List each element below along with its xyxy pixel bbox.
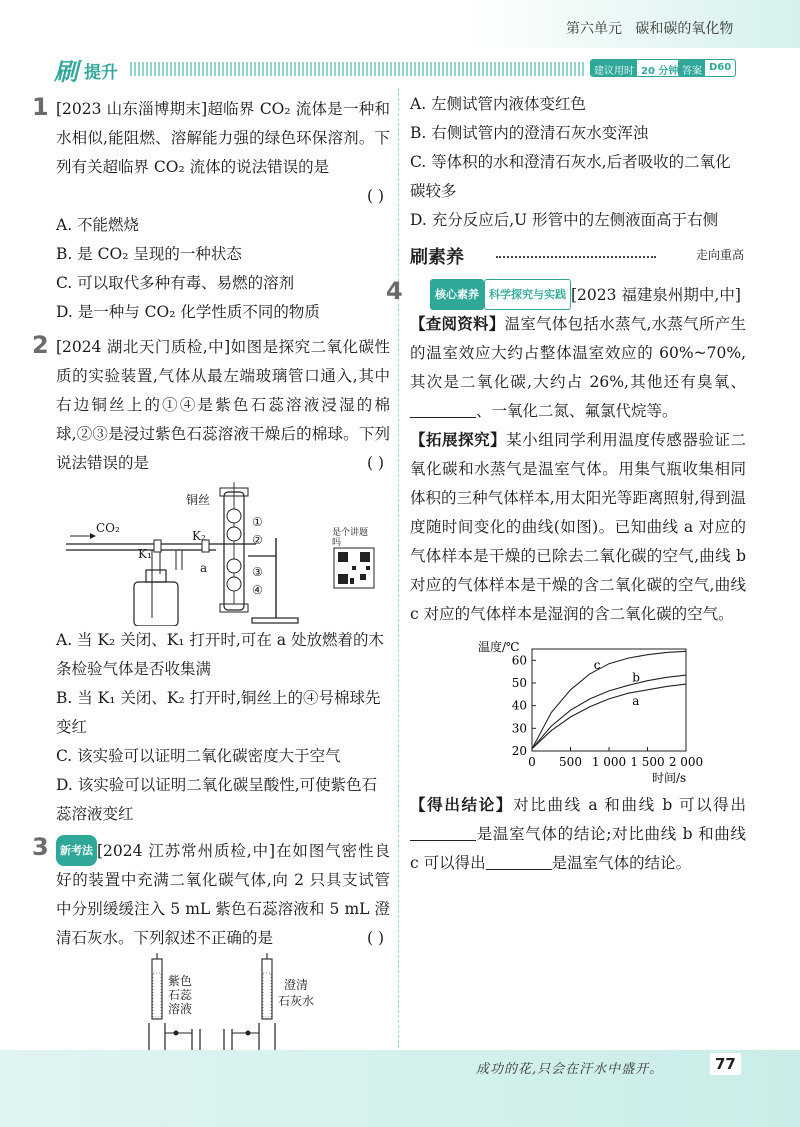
- answer-paren: ( ): [366, 929, 384, 947]
- conclusion-text-1: 对比曲线 a 和曲线 b 可以得出: [513, 796, 746, 814]
- conclusion: [410, 791, 746, 878]
- option-c: C. 可以取代多种有毒、易燃的溶剂: [56, 274, 295, 292]
- core-literacy-tag: 核心素养: [430, 279, 484, 310]
- x-tick-label: 2 000: [668, 755, 704, 769]
- question-number: 1: [32, 93, 49, 121]
- option-a: A. 不能燃烧: [56, 216, 140, 234]
- time-label: 建议用时: [591, 60, 637, 76]
- x-tick-label: 1 500: [630, 755, 665, 769]
- section-title: 刷: [54, 58, 78, 86]
- q3-option-a: A. 左侧试管内液体变红色: [410, 95, 587, 113]
- question-stem: [2023 山东淄博期末]超临界 CO₂ 流体是一种和水相似,能阻燃、溶解能力强的绿色环保溶剂。下列有关超临界 CO₂ 流体的说法错误的是: [56, 100, 390, 176]
- k2-label: K₂: [192, 529, 206, 543]
- footer-motto: 成功的花,只会在汗水中盛开。: [476, 1062, 664, 1077]
- extended-inquiry: [410, 426, 746, 629]
- co2-apparatus-diagram: [56, 478, 390, 626]
- answer-label: 答案: [679, 60, 705, 76]
- literacy-subtitle: 走向重高: [695, 248, 744, 262]
- y-tick-label: 20: [511, 744, 527, 758]
- question-4: [388, 279, 746, 878]
- copper-wire-label: 铜丝: [186, 493, 211, 507]
- litmus-label-3: 溶液: [168, 1002, 193, 1016]
- question-stem: [2024 湖北天门质检,中]如图是探究二氧化碳性质的实验装置,气体从最左端玻璃管口通入,其中右边铜丝上的①④是紫色石蕊溶液浸湿的棉球,②③是浸过紫色石蕊溶液干燥后的棉球。下列说法错误的是: [56, 338, 390, 472]
- qr-caption: 是个讲题吗: [332, 528, 369, 548]
- x-tick-label: 0: [528, 755, 536, 769]
- conclusion-text-2: 是温室气体的结论;对比曲线 b 和曲线 c 可以得出: [410, 825, 746, 872]
- literacy-title: 刷素养: [410, 247, 464, 268]
- series-label-a: a: [632, 694, 640, 709]
- series-line-c: [532, 651, 686, 748]
- limewater-label-1: 澄清: [284, 978, 309, 992]
- page-number: 77: [710, 1053, 741, 1075]
- ball-4-label: ④: [252, 583, 263, 597]
- inquiry-label: 【拓展探究】: [410, 431, 507, 449]
- reference-text-end: 、一氧化二氮、氟氯代烷等。: [476, 402, 678, 420]
- section-subtitle: 提升: [84, 63, 118, 83]
- inquiry-text: 某小组同学利用温度传感器验证二氧化碳和水蒸气是温室气体。用集气瓶收集相同体积的三种气体样本,用太阳光等距离照射,得到温度随时间变化的曲线(如图)。已知曲线 a 对应的气体样本是干燥的已除去二氧化碳的空气,曲线 b 对应的气体样本是干燥的含二氧化碳的空气,曲线 c 对应的气体样本是湿润的含二氧化碳的空气。: [410, 431, 746, 623]
- y-tick-label: 50: [511, 676, 527, 690]
- new-method-tag: 新考法: [56, 835, 97, 866]
- ball-3-label: ③: [252, 565, 263, 579]
- litmus-label-1: 紫色: [168, 974, 193, 988]
- blank-1[interactable]: [410, 402, 476, 418]
- ball-1-label: ①: [252, 515, 263, 529]
- answer-value: D60: [709, 62, 732, 73]
- option-d: D. 该实验可以证明二氧化碳呈酸性,可使紫色石蕊溶液变红: [56, 776, 378, 823]
- k1-label: K₁: [138, 547, 152, 561]
- x-tick-label: 500: [559, 755, 582, 769]
- question-number: 4: [386, 277, 403, 305]
- y-axis-label: 温度/℃: [478, 640, 520, 654]
- section-divider: [130, 62, 584, 76]
- suggested-time-badge: [590, 59, 683, 77]
- unit-title: 第六单元 碳和碳的氧化物: [566, 21, 734, 37]
- answer-paren: ( ): [366, 454, 384, 472]
- co2-apparatus-figure: [56, 478, 390, 626]
- option-c: C. 该实验可以证明二氧化碳密度大于空气: [56, 747, 341, 765]
- a-label: a: [200, 561, 208, 575]
- co2-label: CO₂: [96, 521, 120, 535]
- reference-label: 【查阅资料】: [410, 315, 505, 333]
- literacy-section-header: [410, 241, 746, 271]
- limewater-label-2: 石灰水: [278, 994, 315, 1008]
- question-2: [32, 331, 390, 829]
- ball-2-label: ②: [252, 533, 263, 547]
- science-practice-tag: 科学探究与实践: [484, 279, 571, 310]
- q3-option-d: D. 充分反应后,U 形管中的左侧液面高于右侧: [410, 211, 719, 229]
- conclusion-text-3: 是温室气体的结论。: [551, 854, 692, 872]
- option-d: D. 是一种与 CO₂ 化学性质不同的物质: [56, 303, 320, 321]
- question-1: [32, 93, 390, 327]
- series-line-b: [532, 675, 686, 749]
- option-a: A. 当 K₂ 关闭、K₁ 打开时,可在 a 处放燃着的木条检验气体是否收集满: [56, 631, 384, 678]
- left-column: [32, 93, 390, 1103]
- answer-badge: [678, 59, 736, 77]
- question-4-header: [410, 279, 746, 310]
- option-b: B. 当 K₁ 关闭、K₂ 打开时,铜丝上的④号棉球先变红: [56, 689, 381, 736]
- y-tick-label: 30: [511, 721, 527, 736]
- series-label-c: c: [593, 657, 601, 672]
- temperature-time-chart: [410, 635, 746, 785]
- time-value: 20 分钟: [641, 66, 679, 77]
- reference-material: [410, 310, 746, 426]
- y-tick-label: 60: [511, 653, 527, 668]
- x-tick-label: 1 000: [591, 755, 627, 769]
- series-line-a: [532, 684, 686, 749]
- question-number: 2: [32, 331, 49, 359]
- x-axis-label: 时间/s: [652, 771, 687, 785]
- blank-2[interactable]: [410, 825, 476, 841]
- literacy-dotted-line: [496, 256, 656, 258]
- option-b: B. 是 CO₂ 呈现的一种状态: [56, 245, 242, 263]
- footer-band: [0, 1050, 800, 1127]
- litmus-label-2: 石蕊: [168, 988, 193, 1002]
- answer-paren: ( ): [366, 187, 384, 205]
- temperature-chart: [410, 635, 746, 785]
- q3-option-c: C. 等体积的水和澄清石灰水,后者吸收的二氧化碳较多: [410, 153, 731, 200]
- conclusion-label: 【得出结论】: [410, 796, 514, 814]
- reference-text: 温室气体包括水蒸气,水蒸气所产生的温室效应大约占整体温室效应的 60%~70%,其次是二氧化碳,大约占 26%,其他还有臭氧、: [410, 315, 746, 391]
- question-stem-text: [2024 江苏常州质检,中]在如图气密性良好的装置中充满二氧化碳气体,向 2 只具支试管中分别缓缓注入 5 mL 紫色石蕊溶液和 5 mL 澄清石灰水。下列叙述不正确的是: [56, 842, 390, 947]
- q3-option-b: B. 右侧试管内的澄清石灰水变浑浊: [410, 124, 649, 142]
- question-number: 3: [32, 833, 49, 861]
- y-tick-label: 40: [511, 698, 527, 713]
- question-source: [2023 福建泉州期中,中]: [571, 286, 741, 304]
- blank-3[interactable]: [486, 854, 552, 870]
- series-label-b: b: [632, 670, 640, 685]
- right-column: [386, 90, 746, 878]
